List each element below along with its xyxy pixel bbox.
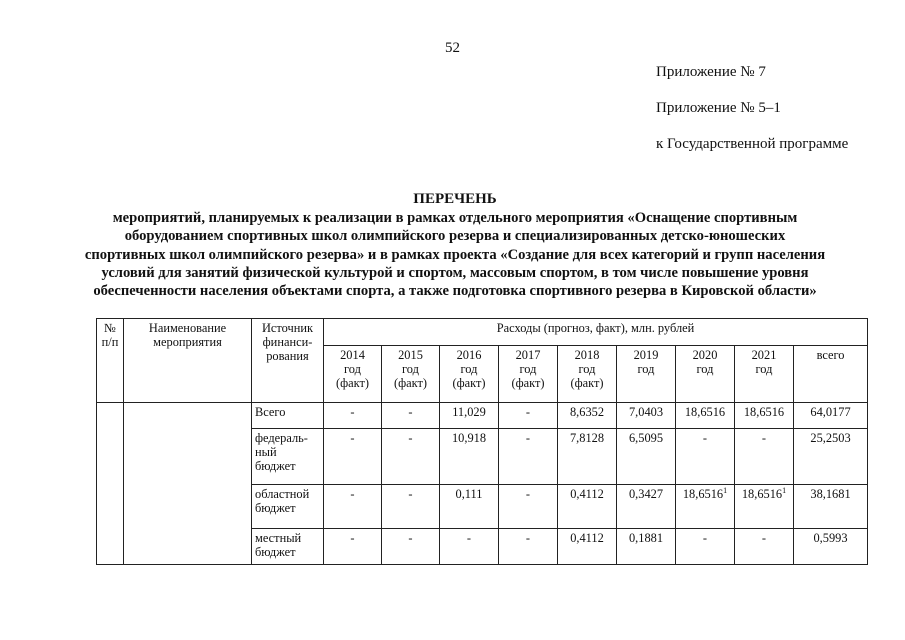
appendix-line-2: Приложение № 5–1 (656, 100, 781, 116)
year-header-unit: год (402, 362, 419, 376)
cell-source: местный бюджет (252, 529, 324, 565)
title-line-5: обеспеченности населения объектами спорта, а также подготовка спортивного резерва в Кировской области» (93, 283, 817, 300)
year-header-unit: год (637, 362, 655, 376)
value-text: - (350, 487, 355, 501)
cell-name (124, 403, 252, 565)
title-line-3: спортивных школ олимпийского резерва» и в рамках проекта «Создание для всех категорий и групп населения (84, 246, 826, 263)
value-text: 0,4112 (570, 487, 604, 501)
expenses-table (96, 318, 868, 565)
value-text: 7,8128 (569, 431, 605, 445)
cell-value (558, 429, 617, 485)
cell-value (382, 403, 440, 429)
cell-value (440, 403, 499, 429)
year-header-note: (факт) (511, 376, 545, 390)
col-header-num: № п/п (97, 319, 124, 403)
title-line-4: условий для занятий физической культурой и спортом, массовым спортом, в том числе повышение уровня (101, 264, 809, 281)
year-header-year: 2021 (751, 348, 777, 362)
value-text: 0,4112 (570, 531, 604, 545)
cell-value (558, 485, 617, 529)
table-body (97, 403, 868, 565)
col-header-year-2018 (558, 346, 617, 403)
cell-value (324, 485, 382, 529)
value-text: 11,029 (452, 405, 486, 419)
col-header-year-2017 (499, 346, 558, 403)
col-header-year-2020 (676, 346, 735, 403)
year-header-note: (факт) (452, 376, 486, 390)
cell-value (735, 485, 794, 529)
year-header-year: 2015 (398, 348, 423, 362)
value-text: - (702, 431, 708, 445)
value-text: - (350, 405, 355, 419)
value-text: - (350, 431, 355, 445)
col-header-year-2016 (440, 346, 499, 403)
cell-value (676, 429, 735, 485)
year-header-year: 2018 (574, 348, 600, 362)
col-header-year-2014 (324, 346, 382, 403)
value-text: 0,1881 (628, 531, 664, 545)
cell-value (324, 403, 382, 429)
title-line-2: оборудованием спортивных школ олимпийского резерва и специализированных детско-юношеских (124, 228, 786, 245)
year-header-year: 2016 (456, 348, 482, 362)
header-row-top (97, 319, 868, 346)
cell-total: 25,2503 (794, 429, 868, 485)
page-number: 52 (445, 40, 460, 56)
value-text: 6,5095 (628, 431, 664, 445)
value-text: - (525, 431, 531, 445)
year-header-year: 2019 (633, 348, 659, 362)
appendix-line-1: Приложение № 7 (656, 64, 766, 80)
cell-source: федераль-ный бюджет (252, 429, 324, 485)
year-header-unit: год (578, 362, 596, 376)
year-header-unit: год (344, 362, 361, 376)
cell-value (440, 429, 499, 485)
cell-source: областной бюджет (252, 485, 324, 529)
cell-value (324, 529, 382, 565)
cell-value (617, 529, 676, 565)
col-header-year-2021 (735, 346, 794, 403)
year-header-unit: год (519, 362, 537, 376)
cell-value (440, 485, 499, 529)
title-main: ПЕРЕЧЕНЬ (413, 191, 497, 207)
cell-value (735, 529, 794, 565)
value-text: - (525, 531, 531, 545)
value-text: - (408, 487, 413, 501)
cell-total: 38,1681 (794, 485, 868, 529)
footnote-mark: 1 (782, 485, 787, 495)
cell-value (676, 529, 735, 565)
col-header-year-2015 (382, 346, 440, 403)
value-text: 8,6352 (569, 405, 605, 419)
value-text: 18,6516 (741, 487, 783, 501)
cell-value (558, 403, 617, 429)
cell-value (499, 485, 558, 529)
value-text: - (466, 531, 472, 545)
value-text: - (408, 405, 413, 419)
title-line-1: мероприятий, планируемых к реализации в рамках отдельного мероприятия «Оснащение спортивным (112, 210, 798, 227)
cell-value (499, 429, 558, 485)
value-text: - (525, 405, 531, 419)
value-text: 0,3427 (628, 487, 664, 501)
table-row (97, 403, 868, 429)
value-text: - (525, 487, 531, 501)
value-text: 10,918 (451, 431, 487, 445)
year-header-unit: год (696, 362, 714, 376)
year-header-year: 2017 (515, 348, 541, 362)
cell-value (617, 429, 676, 485)
year-header-unit: год (755, 362, 773, 376)
year-header-year: 2014 (340, 348, 365, 362)
value-text: - (761, 531, 767, 545)
value-text: 18,6516 (743, 405, 785, 419)
year-header-note: (факт) (335, 376, 370, 390)
value-text: 7,0403 (628, 405, 664, 419)
value-text: - (408, 431, 413, 445)
cell-num (97, 403, 124, 565)
document-title (60, 190, 850, 300)
cell-value (499, 403, 558, 429)
cell-value (735, 429, 794, 485)
value-text: - (350, 531, 355, 545)
value-text: - (408, 531, 413, 545)
cell-value (735, 403, 794, 429)
col-header-total: всего (794, 346, 868, 403)
year-header-note: (факт) (393, 376, 428, 390)
cell-value (617, 403, 676, 429)
value-text: - (761, 431, 767, 445)
cell-source: Всего (252, 403, 324, 429)
cell-value (676, 485, 735, 529)
year-header-note: (факт) (570, 376, 604, 390)
value-text: 18,6516 (684, 405, 726, 419)
cell-value (440, 529, 499, 565)
cell-value (676, 403, 735, 429)
cell-value (382, 485, 440, 529)
value-text: 18,6516 (682, 487, 724, 501)
value-text: - (702, 531, 708, 545)
col-header-year-2019 (617, 346, 676, 403)
cell-value (499, 529, 558, 565)
cell-total: 0,5993 (794, 529, 868, 565)
cell-total: 64,0177 (794, 403, 868, 429)
col-header-source: Источник финанси-рования (252, 319, 324, 403)
col-header-expenses: Расходы (прогноз, факт), млн. рублей (324, 319, 868, 346)
col-header-name: Наименование мероприятия (124, 319, 252, 403)
appendix-line-3: к Государственной программе (656, 136, 849, 152)
cell-value (324, 429, 382, 485)
year-header-unit: год (460, 362, 478, 376)
year-header-year: 2020 (692, 348, 718, 362)
cell-value (382, 429, 440, 485)
cell-value (382, 529, 440, 565)
value-text: 0,111 (455, 487, 483, 501)
cell-value (558, 529, 617, 565)
footnote-mark: 1 (723, 485, 728, 495)
cell-value (617, 485, 676, 529)
